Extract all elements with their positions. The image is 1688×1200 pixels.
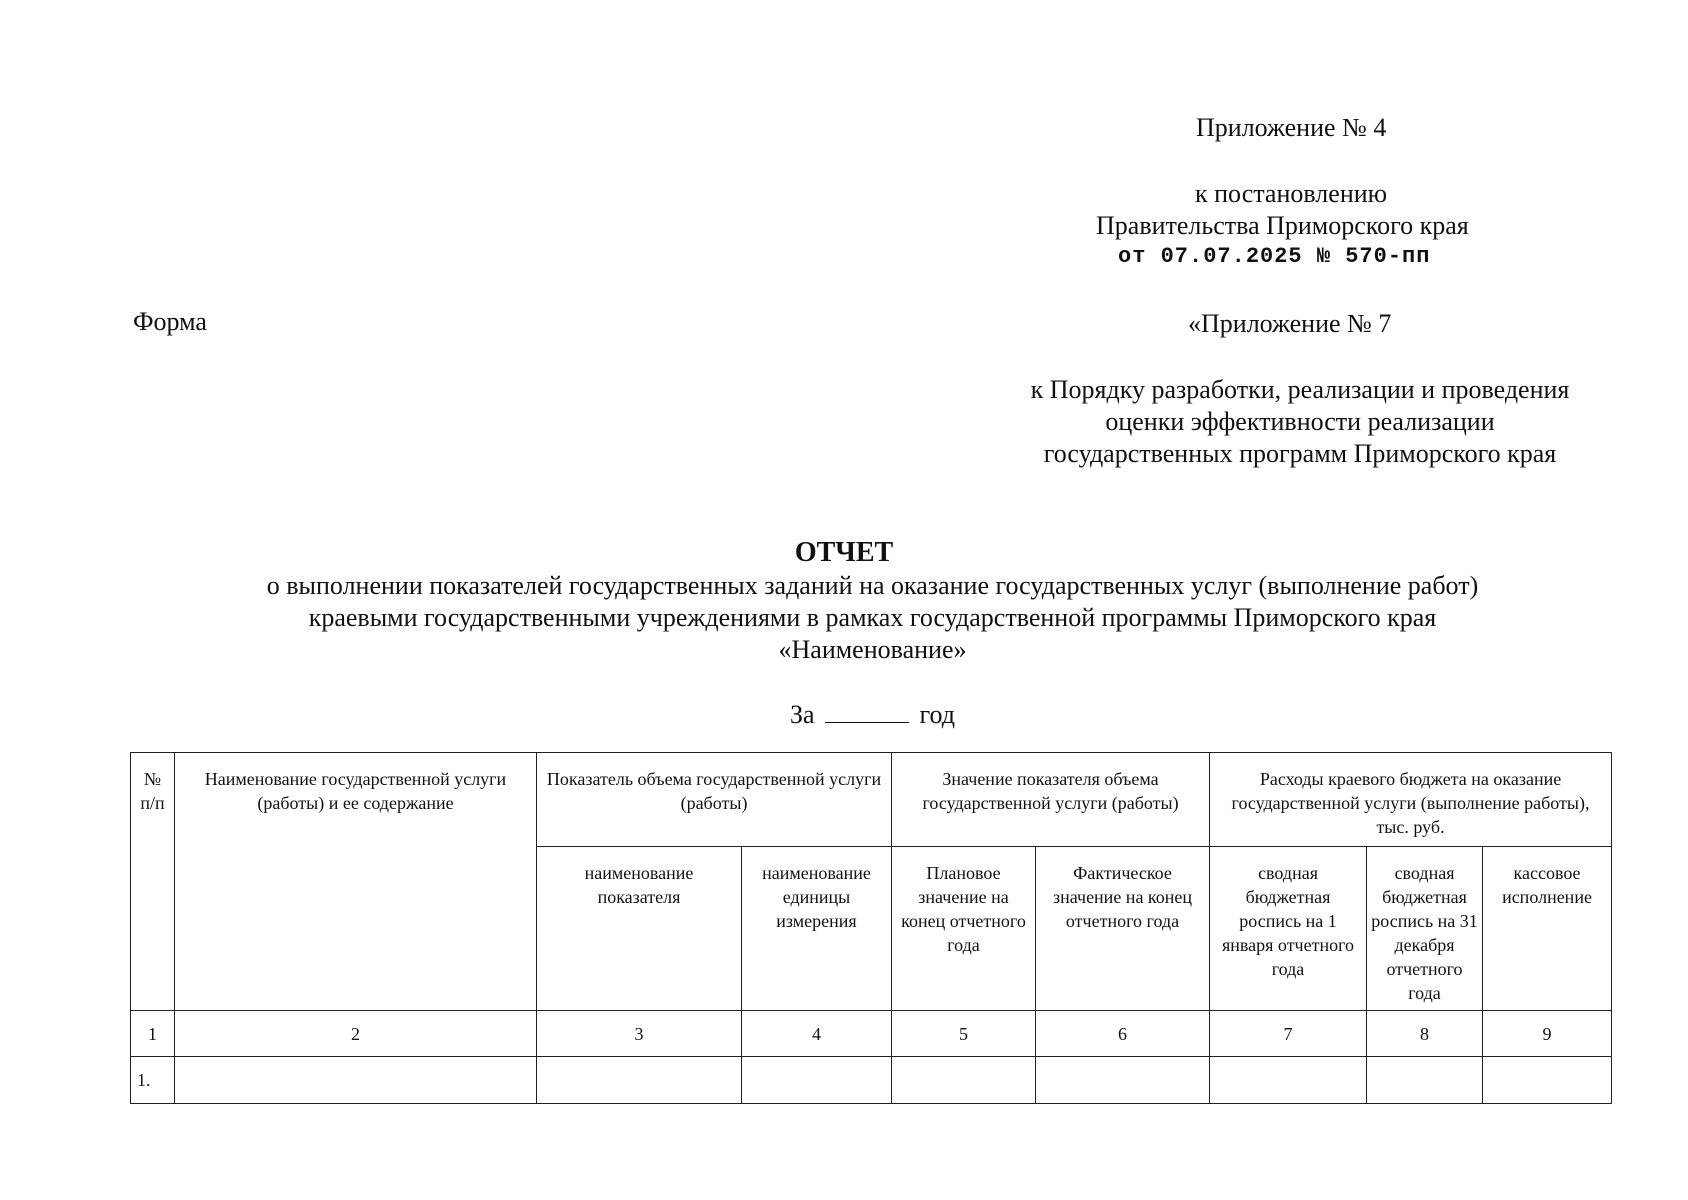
column-number: 7	[1210, 1011, 1367, 1057]
column-number: 3	[537, 1011, 742, 1057]
year-suffix: год	[919, 700, 956, 729]
col-header-cash: кассовое исполнение	[1483, 847, 1612, 1011]
table-cell[interactable]	[1483, 1057, 1612, 1104]
report-year-line	[0, 696, 1688, 731]
table-cell[interactable]	[175, 1057, 537, 1104]
table-cell[interactable]	[742, 1057, 892, 1104]
procedure-line-1: к Порядку разработки, реализации и проведения	[1030, 375, 1570, 404]
col-header-planned: Плановое значение на конец отчетного года	[892, 847, 1036, 1011]
procedure-line-3: государственных программ Приморского края	[1043, 439, 1557, 468]
group-header-value: Значение показателя объема государственной услуги (работы)	[892, 753, 1210, 847]
header-row-groups	[131, 753, 1612, 847]
column-number: 4	[742, 1011, 892, 1057]
table-row	[131, 1057, 1612, 1104]
col-header-indicator-name: наименование показателя	[537, 847, 742, 1011]
col-header-number: № п/п	[131, 753, 175, 1011]
report-subtitle-line-1: о выполнении показателей государственных заданий на оказание государственных услуг (выполнение работ)	[266, 571, 1479, 600]
column-number: 2	[175, 1011, 537, 1057]
row-number: 1.	[131, 1057, 175, 1104]
table-cell[interactable]	[1036, 1057, 1210, 1104]
appendix-number: Приложение № 4	[1196, 113, 1387, 142]
to-resolution-text: к постановлению	[1195, 179, 1388, 208]
table-cell[interactable]	[537, 1057, 742, 1104]
col-header-actual: Фактическое значение на конец отчетного года	[1036, 847, 1210, 1011]
column-number: 6	[1036, 1011, 1210, 1057]
column-number: 8	[1367, 1011, 1483, 1057]
column-number: 9	[1483, 1011, 1612, 1057]
nested-appendix-reference	[960, 374, 1640, 470]
table-cell[interactable]	[1367, 1057, 1483, 1104]
group-header-expenses: Расходы краевого бюджета на оказание государственной услуги (выполнение работы), тыс. руб.	[1210, 753, 1612, 847]
report-subtitle-line-3: «Наименование»	[778, 635, 967, 664]
col-header-budget-jan: сводная бюджетная роспись на 1 января отчетного года	[1210, 847, 1367, 1011]
table-cell[interactable]	[1210, 1057, 1367, 1104]
resolution-date-number: от 07.07.2025 № 570-пп	[1118, 244, 1431, 269]
table-cell[interactable]	[892, 1057, 1036, 1104]
form-label: Форма	[133, 307, 207, 336]
group-header-indicator: Показатель объема государственной услуги (работы)	[537, 753, 892, 847]
column-number: 5	[892, 1011, 1036, 1057]
column-number-row	[131, 1011, 1612, 1057]
government-text: Правительства Приморского края	[1096, 211, 1469, 240]
col-header-service: Наименование государственной услуги (работы) и ее содержание	[175, 753, 537, 1011]
column-number: 1	[131, 1011, 175, 1057]
year-blank-field[interactable]	[825, 696, 909, 723]
col-header-budget-dec: сводная бюджетная роспись на 31 декабря отчетного года	[1367, 847, 1483, 1011]
nested-appendix-title: «Приложение № 7	[1188, 309, 1392, 338]
report-subtitle	[0, 570, 1688, 666]
report-subtitle-line-2: краевыми государственными учреждениями в рамках государственной программы Приморского края	[308, 603, 1437, 632]
year-prefix: За	[789, 700, 815, 729]
report-table	[130, 752, 1612, 1104]
procedure-line-2: оценки эффективности реализации	[1105, 407, 1495, 436]
report-title: ОТЧЕТ	[794, 537, 894, 568]
col-header-unit-name: наименование единицы измерения	[742, 847, 892, 1011]
